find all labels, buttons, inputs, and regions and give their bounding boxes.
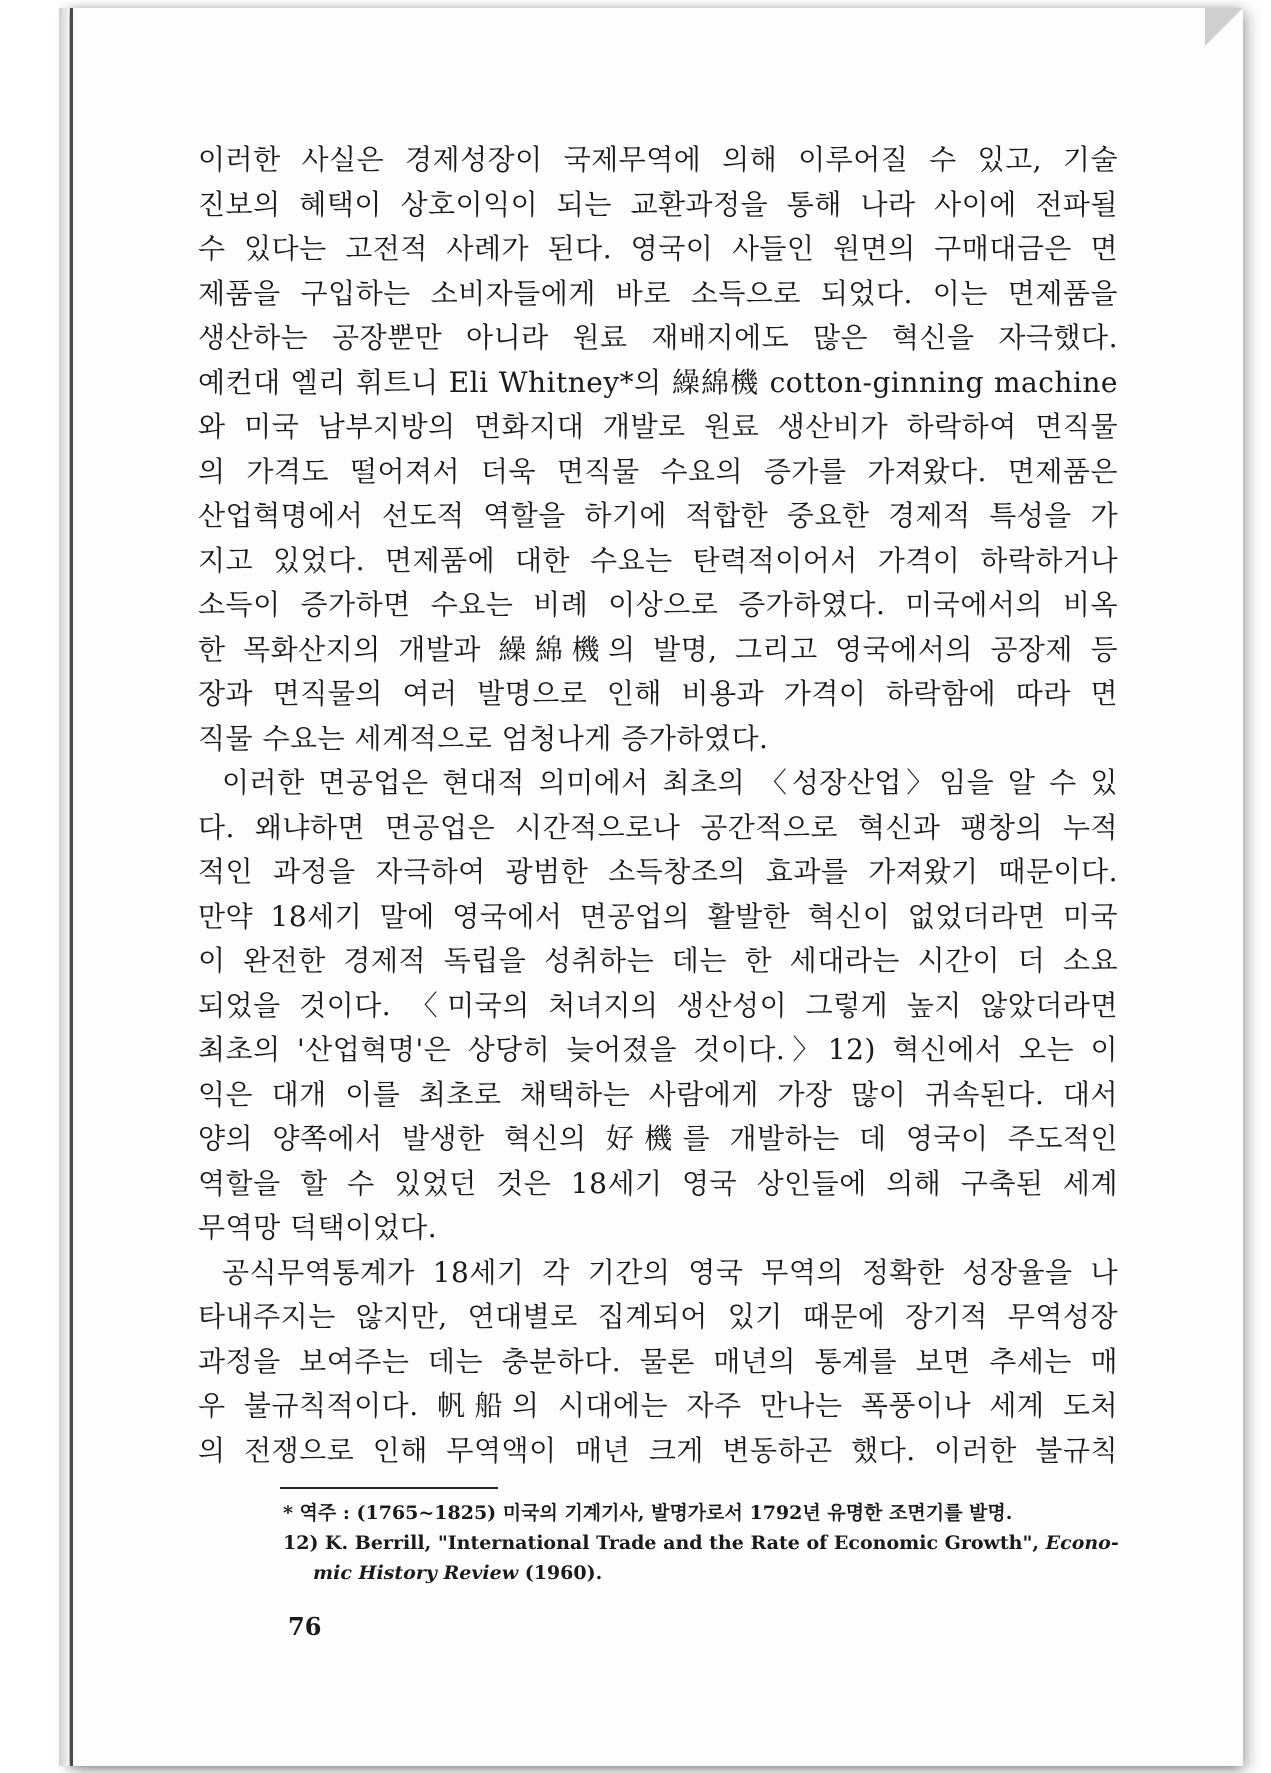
text-line: 한 목화산지의 개발과 繰綿機의 발명, 그리고 영국에서의 공장제 등 [198, 632, 1118, 666]
body-text [198, 138, 1118, 1473]
footnote-12-year: (1960). [524, 1562, 603, 1584]
text-line: 제품을 구입하는 소비자들에게 바로 소득으로 되었다. 이는 면제품을 [198, 276, 1118, 310]
footnote-12-text: 12) K. Berrill, "International Trade and the Rate of Economic Growth", [283, 1532, 1040, 1554]
footnote-12 [283, 1528, 1119, 1558]
text-line: 장과 면직물의 여러 발명으로 인해 비용과 가격이 하락함에 따라 면 [198, 677, 1118, 710]
text-line: 예컨대 엘리 휘트니 Eli Whitney*의 繰綿機 cotton-ginning machine [198, 365, 1118, 399]
text-line: 타내주지는 않지만, 연대별로 집계되어 있기 때문에 장기적 무역성장 [198, 1300, 1118, 1333]
page-corner [1205, 8, 1243, 46]
text-line: 우 불규칙적이다. 帆船의 시대에는 자주 만나는 폭풍이나 세계 도처 [198, 1389, 1118, 1422]
footnote-12-journal: Econo- [1045, 1532, 1119, 1554]
text-line: 의 가격도 떨어져서 더욱 면직물 수요의 증가를 가져왔다. 면제품은 [198, 454, 1118, 488]
text-line: 다. 왜냐하면 면공업은 시간적으로나 공간적으로 혁신과 팽창의 누적 [198, 810, 1118, 844]
text-line: 공식무역통계가 18세기 각 기간의 영국 무역의 정확한 성장율을 나 [222, 1255, 1118, 1289]
footnote-translator: * 역주 : (1765~1825) 미국의 기계기사, 발명가로서 1792년 유명한 조면기를 발명. [283, 1502, 1013, 1524]
text-line: 생산하는 공장뿐만 아니라 원료 재배지에도 많은 혁신을 자극했다. [198, 321, 1118, 354]
text-line: 무역망 덕택이었다. [198, 1211, 438, 1244]
text-line: 이러한 사실은 경제성장이 국제무역에 의해 이루어질 수 있고, 기술 [198, 143, 1118, 176]
text-line: 익은 대개 이를 최초로 채택하는 사람에게 가장 많이 귀속된다. 대서 [198, 1077, 1118, 1111]
text-line: 역할을 할 수 있었던 것은 18세기 영국 상인들에 의해 구축된 세계 [198, 1166, 1118, 1200]
page-number: 76 [288, 1612, 322, 1641]
text-line: 소득이 증가하면 수요는 비례 이상으로 증가하였다. 미국에서의 비옥 [198, 588, 1118, 621]
text-line: 만약 18세기 말에 영국에서 면공업의 활발한 혁신이 없었더라면 미국 [198, 899, 1118, 933]
text-line: 이러한 면공업은 현대적 의미에서 최초의 〈성장산업〉임을 알 수 있 [222, 766, 1118, 799]
text-line: 직물 수요는 세계적으로 엄청나게 증가하였다. [198, 721, 769, 755]
text-line: 의 전쟁으로 인해 무역액이 매년 크게 변동하곤 했다. 이러한 불규칙 [198, 1433, 1118, 1467]
footnote-12-journal-cont: mic History Review [313, 1562, 519, 1584]
text-line: 이 완전한 경제적 독립을 성취하는 데는 한 세대라는 시간이 더 소요 [198, 944, 1118, 977]
footnotes [283, 1498, 1119, 1588]
text-line: 양의 양쪽에서 발생한 혁신의 好機를 개발하는 데 영국이 주도적인 [198, 1122, 1118, 1155]
text-line: 산업혁명에서 선도적 역할을 하기에 적합한 중요한 경제적 특성을 가 [198, 499, 1118, 532]
text-line: 과정을 보여주는 데는 충분하다. 물론 매년의 통계를 보면 추세는 매 [198, 1344, 1118, 1378]
footnote-rule [280, 1487, 498, 1489]
text-line: 수 있다는 고전적 사례가 된다. 영국이 사들인 원면의 구매대금은 면 [198, 232, 1118, 265]
text-line: 지고 있었다. 면제품에 대한 수요는 탄력적이어서 가격이 하락하거나 [198, 543, 1118, 577]
text-line: 진보의 혜택이 상호이익이 되는 교환과정을 통해 나라 사이에 전파될 [198, 187, 1118, 221]
text-line: 되었을 것이다. 〈미국의 처녀지의 생산성이 그렇게 높지 않았더라면 [198, 988, 1118, 1022]
text-line: 와 미국 남부지방의 면화지대 개발로 원료 생산비가 하락하여 면직물 [198, 410, 1118, 443]
text-line: 적인 과정을 자극하여 광범한 소득창조의 효과를 가져왔기 때문이다. [198, 855, 1118, 888]
text-line: 최초의 '산업혁명'은 상당히 늦어졌을 것이다.〉12) 혁신에서 오는 이 [198, 1033, 1118, 1066]
footnote-12-cont [283, 1558, 1113, 1588]
